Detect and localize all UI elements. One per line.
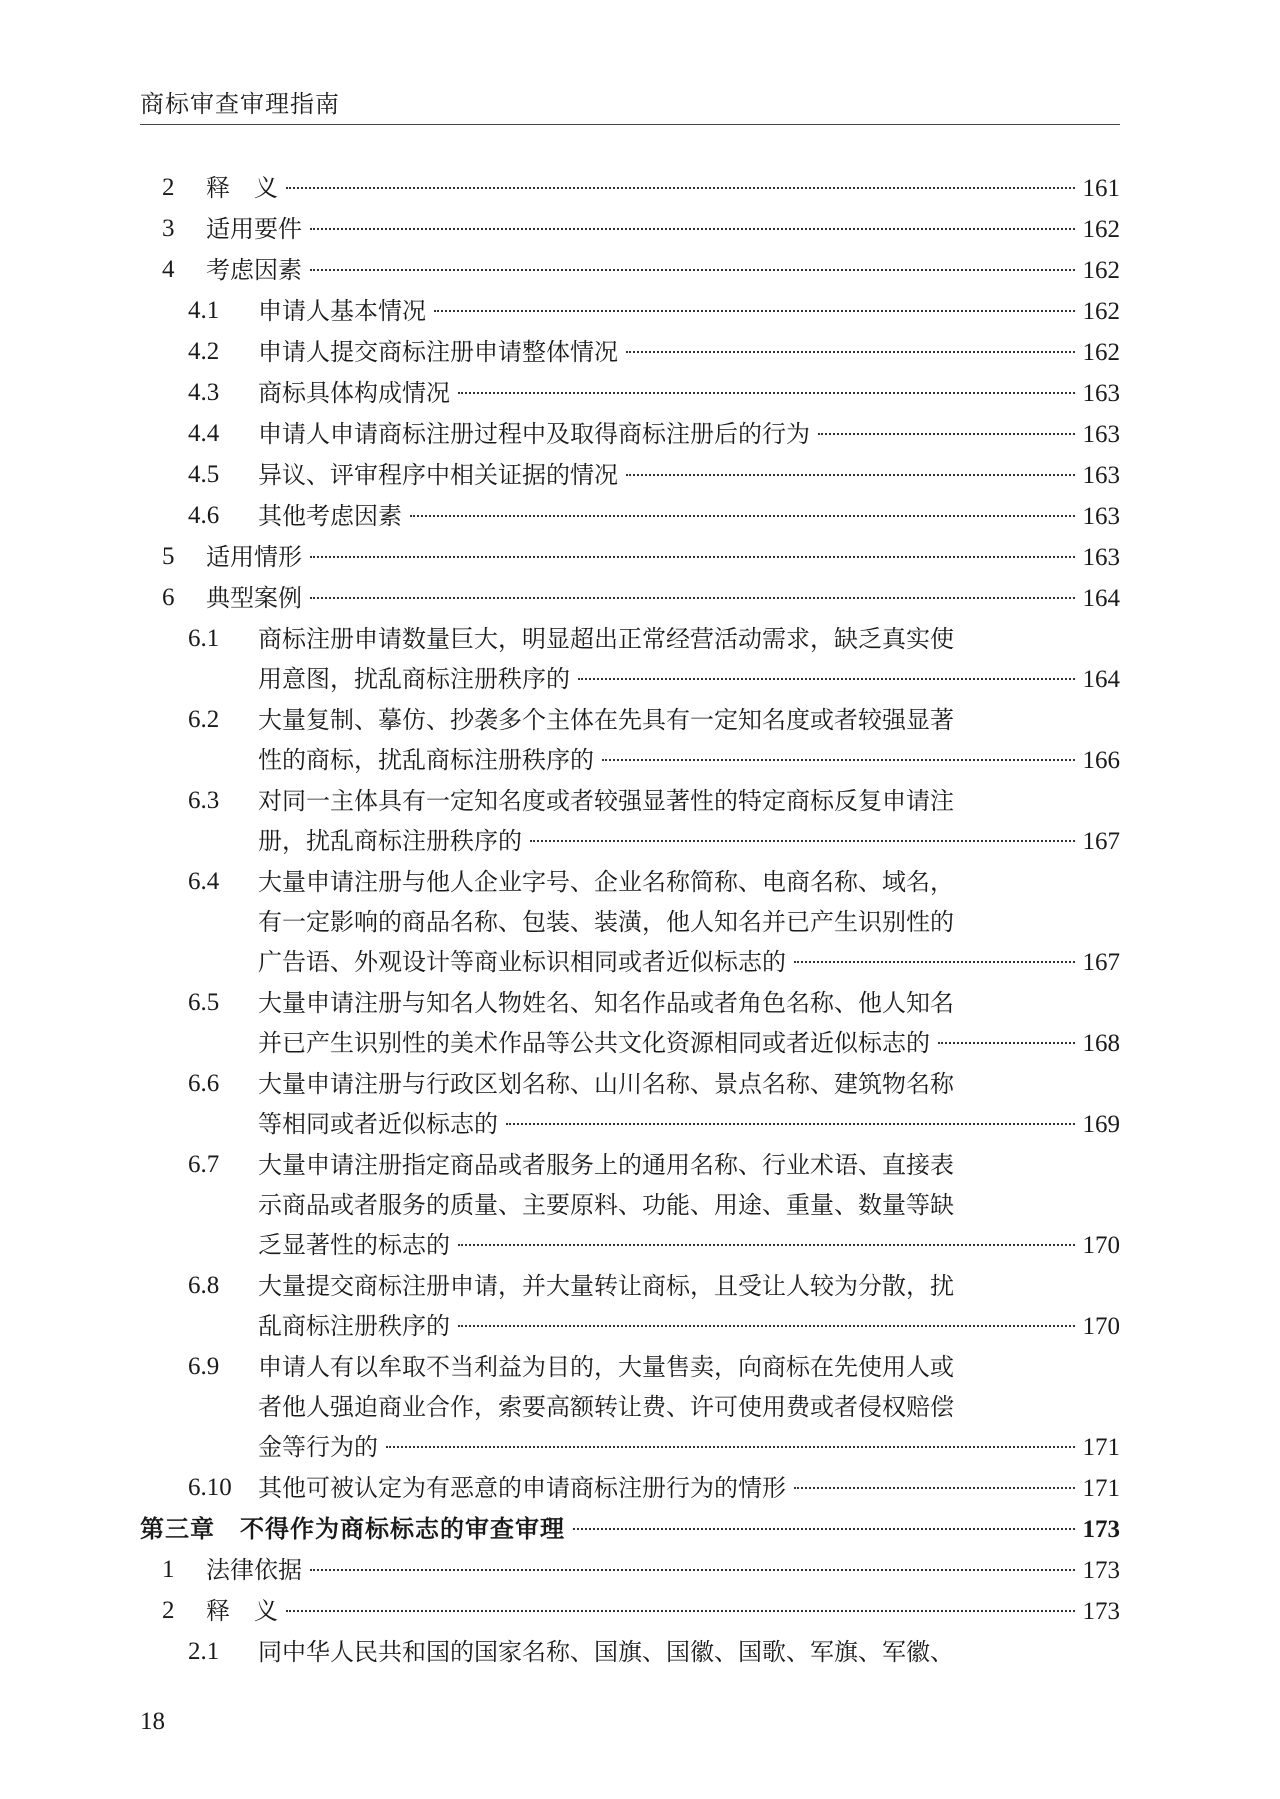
toc-entry[interactable] [140,455,1120,496]
toc-entry-number: 4.4 [188,420,220,447]
toc-entry-page: 166 [1082,747,1120,774]
toc-entry-line [258,1468,1120,1509]
toc-entry-body [258,373,1120,414]
toc-entry[interactable] [140,578,1120,619]
toc-entry-number: 4.6 [188,502,220,529]
toc-entry-title: 乱商标注册秩序的 [258,1312,450,1340]
toc-entry[interactable] [140,1632,1120,1672]
toc-entry-title: 册，扰乱商标注册秩序的 [258,827,522,855]
toc-entry-number: 4.2 [188,338,220,365]
toc-entry-body [258,983,1120,1064]
toc-entry-body [258,414,1120,455]
toc-entry-body [258,781,1120,862]
toc-entry-line [258,1064,1120,1104]
dot-leader [602,759,1075,761]
toc-entry[interactable] [140,291,1120,332]
dot-leader [310,556,1075,558]
toc-entry-page: 168 [1082,1030,1120,1057]
toc-entry-page: 173 [1082,1516,1120,1543]
toc-entry-body [258,1347,1120,1468]
toc-entry-number: 6.5 [188,989,220,1016]
toc-entry-title: 对同一主体具有一定知名度或者较强显著性的特定商标反复申请注 [258,787,954,815]
toc-entry-title: 释 义 [206,1597,278,1625]
toc-entry-line [206,578,1120,619]
toc-entry-number: 2 [162,1597,175,1624]
toc-entry-line [258,1387,1120,1427]
toc-entry-page: 167 [1082,949,1120,976]
dot-leader [458,1244,1075,1246]
toc-entry-number: 6.6 [188,1070,220,1097]
toc-entry-title: 大量申请注册与知名人物姓名、知名作品或者角色名称、他人知名 [258,989,954,1017]
dot-leader [626,474,1075,476]
toc-entry-line [258,1347,1120,1387]
toc-entry-page: 163 [1082,421,1120,448]
toc-entry-line [258,983,1120,1023]
dot-leader [938,1042,1075,1044]
toc-entry-body [206,537,1120,578]
toc-entry-body [140,1509,1120,1550]
dot-leader [286,187,1075,189]
toc-entry-body [258,700,1120,781]
toc-entry-title: 商标具体构成情况 [258,379,450,407]
toc-entry-number: 1 [162,1556,175,1583]
toc-entry[interactable] [140,1266,1120,1347]
dot-leader [386,1446,1075,1448]
toc-entry-line [258,1145,1120,1185]
toc-entry-title: 申请人基本情况 [258,297,426,325]
toc-entry-number: 6.10 [188,1474,232,1501]
toc-entry[interactable] [140,1591,1120,1632]
toc-entry[interactable] [140,1064,1120,1145]
toc-entry-page: 173 [1082,1598,1120,1625]
toc-entry-title: 乏显著性的标志的 [258,1231,450,1259]
dot-leader [410,515,1075,517]
toc-entry-number: 5 [162,543,175,570]
toc-entry-title: 大量提交商标注册申请，并大量转让商标，且受让人较为分散，扰 [258,1272,954,1300]
toc-entry-title: 大量申请注册指定商品或者服务上的通用名称、行业术语、直接表 [258,1151,954,1179]
toc-entry[interactable] [140,373,1120,414]
toc-entry-number: 3 [162,215,175,242]
toc-entry-title: 法律依据 [206,1556,302,1584]
toc-entry-body [258,619,1120,700]
toc-entry-line [206,168,1120,209]
dot-leader [458,1325,1075,1327]
toc-entry-title: 申请人提交商标注册申请整体情况 [258,338,618,366]
toc-entry-line [258,700,1120,740]
toc-entry-number: 6.2 [188,706,220,733]
toc-entry-line [258,862,1120,902]
toc-entry-number: 4.1 [188,297,220,324]
toc-entry-line [258,1225,1120,1266]
toc-entry-line [206,209,1120,250]
toc-entry-page: 162 [1082,298,1120,325]
toc-entry-body [258,862,1120,983]
toc-entry-line [258,332,1120,373]
toc-entry-body [258,1064,1120,1145]
toc-entry-title: 第三章 不得作为商标标志的审查审理 [140,1515,565,1543]
toc-entry-line [258,659,1120,700]
toc-entry-body [206,578,1120,619]
toc-entry-page: 164 [1082,666,1120,693]
dot-leader [434,310,1075,312]
toc-entry-title: 大量申请注册与行政区划名称、山川名称、景点名称、建筑物名称 [258,1070,954,1098]
toc-entry-title: 用意图，扰乱商标注册秩序的 [258,665,570,693]
toc-entry-title: 申请人有以牟取不当利益为目的，大量售卖，向商标在先使用人或 [258,1353,954,1381]
toc-entry[interactable] [140,700,1120,781]
toc-entry-title: 者他人强迫商业合作，索要高额转让费、许可使用费或者侵权赔偿 [258,1393,954,1421]
toc-entry-line [258,902,1120,942]
toc-entry-body [258,496,1120,537]
toc-entry-page: 167 [1082,828,1120,855]
toc-entry-body [258,1632,1120,1672]
toc-entry[interactable] [140,168,1120,209]
toc-entry-line [206,537,1120,578]
toc-entry-page: 170 [1082,1232,1120,1259]
toc-entry-page: 171 [1082,1475,1120,1502]
toc-entry-line [258,1104,1120,1145]
toc-entry-page: 163 [1082,503,1120,530]
toc-entry-number: 4.3 [188,379,220,406]
toc-entry-title: 适用情形 [206,543,302,571]
toc-entry[interactable] [140,537,1120,578]
toc-entry-title: 申请人申请商标注册过程中及取得商标注册后的行为 [258,420,810,448]
toc-entry-title: 适用要件 [206,215,302,243]
dot-leader [458,392,1075,394]
header-rule [140,124,1120,125]
toc-entry-line [258,1023,1120,1064]
toc-entry[interactable] [140,1145,1120,1266]
toc-entry-title: 其他考虑因素 [258,502,402,530]
toc-entry-page: 173 [1082,1557,1120,1584]
toc-entry-line [258,1185,1120,1225]
toc-entry-title: 有一定影响的商品名称、包装、装潢，他人知名并已产生识别性的 [258,908,954,936]
toc-entry-page: 162 [1082,216,1120,243]
toc-entry-line [258,1266,1120,1306]
toc-entry[interactable] [140,862,1120,983]
toc-entry-title: 商标注册申请数量巨大，明显超出正常经营活动需求，缺乏真实使 [258,625,954,653]
dot-leader [530,840,1075,842]
toc-entry-number: 6.8 [188,1272,220,1299]
toc-entry-page: 170 [1082,1313,1120,1340]
toc-entry-line [206,1591,1120,1632]
toc-entry-page: 163 [1082,380,1120,407]
toc-entry-page: 169 [1082,1111,1120,1138]
toc-entry-line [258,1427,1120,1468]
toc-entry-line [258,1632,1120,1672]
toc-entry-line [258,291,1120,332]
toc-entry-title: 等相同或者近似标志的 [258,1110,498,1138]
toc-entry-body [258,1145,1120,1266]
toc-entry-title: 异议、评审程序中相关证据的情况 [258,461,618,489]
toc-entry-title: 其他可被认定为有恶意的申请商标注册行为的情形 [258,1474,786,1502]
dot-leader [578,678,1075,680]
toc-entry-line [258,414,1120,455]
toc-entry[interactable] [140,619,1120,700]
table-of-contents [140,168,1120,1672]
toc-entry-line [258,781,1120,821]
toc-entry-number: 6.9 [188,1353,220,1380]
toc-entry-number: 6.3 [188,787,220,814]
dot-leader [626,351,1075,353]
toc-entry-title: 性的商标，扰乱商标注册秩序的 [258,746,594,774]
toc-entry-line [206,250,1120,291]
toc-entry-body [258,1468,1120,1509]
toc-entry[interactable] [140,1550,1120,1591]
toc-entry-title: 考虑因素 [206,256,302,284]
toc-entry-title: 并已产生识别性的美术作品等公共文化资源相同或者近似标志的 [258,1029,930,1057]
toc-entry[interactable] [140,983,1120,1064]
toc-entry-title: 大量复制、摹仿、抄袭多个主体在先具有一定知名度或者较强显著 [258,706,954,734]
toc-entry-title: 典型案例 [206,584,302,612]
toc-entry-body [206,168,1120,209]
toc-entry-title: 金等行为的 [258,1433,378,1461]
toc-entry-title: 大量申请注册与他人企业字号、企业名称简称、电商名称、域名， [258,868,954,896]
dot-leader [794,1487,1075,1489]
toc-entry-line [258,619,1120,659]
toc-entry-page: 162 [1082,339,1120,366]
toc-entry[interactable] [140,1468,1120,1509]
toc-entry[interactable] [140,414,1120,455]
toc-entry-body [258,291,1120,332]
toc-entry-line [258,740,1120,781]
toc-entry-line [258,821,1120,862]
toc-entry-number: 6.7 [188,1151,220,1178]
toc-entry-line [258,496,1120,537]
dot-leader [286,1610,1075,1612]
page-number: 18 [140,1708,165,1735]
toc-entry-number: 6.1 [188,625,220,652]
dot-leader [310,1569,1075,1571]
toc-entry-page: 171 [1082,1434,1120,1461]
toc-entry-page: 163 [1082,462,1120,489]
toc-chapter-entry[interactable] [140,1509,1120,1550]
running-header: 商标审查审理指南 [140,90,340,118]
toc-entry-page: 161 [1082,175,1120,202]
toc-entry-body [258,1266,1120,1347]
toc-entry[interactable] [140,209,1120,250]
toc-entry-number: 2 [162,174,175,201]
toc-entry[interactable] [140,1347,1120,1468]
toc-entry[interactable] [140,781,1120,862]
toc-entry-title: 释 义 [206,174,278,202]
toc-entry-title: 广告语、外观设计等商业标识相同或者近似标志的 [258,948,786,976]
toc-entry-title: 示商品或者服务的质量、主要原料、功能、用途、重量、数量等缺 [258,1191,954,1219]
dot-leader [310,269,1075,271]
toc-entry-title: 同中华人民共和国的国家名称、国旗、国徽、国歌、军旗、军徽、 [258,1638,954,1666]
toc-entry[interactable] [140,496,1120,537]
dot-leader [310,597,1075,599]
toc-entry-body [258,332,1120,373]
dot-leader [794,961,1075,963]
toc-entry-number: 4.5 [188,461,220,488]
toc-entry-line [140,1509,1120,1550]
toc-entry-line [258,373,1120,414]
toc-entry-number: 4 [162,256,175,283]
toc-entry-body [206,250,1120,291]
toc-entry[interactable] [140,250,1120,291]
toc-entry-page: 164 [1082,585,1120,612]
toc-entry-number: 6.4 [188,868,220,895]
toc-entry[interactable] [140,332,1120,373]
toc-entry-body [206,1591,1120,1632]
toc-entry-body [206,209,1120,250]
dot-leader [573,1528,1075,1530]
toc-entry-line [258,455,1120,496]
toc-entry-line [258,1306,1120,1347]
toc-entry-body [258,455,1120,496]
toc-entry-page: 163 [1082,544,1120,571]
dot-leader [506,1123,1075,1125]
toc-entry-page: 162 [1082,257,1120,284]
toc-entry-number: 6 [162,584,175,611]
toc-entry-number: 2.1 [188,1638,220,1665]
toc-entry-body [206,1550,1120,1591]
toc-entry-line [206,1550,1120,1591]
toc-entry-line [258,942,1120,983]
dot-leader [818,433,1075,435]
dot-leader [310,228,1075,230]
